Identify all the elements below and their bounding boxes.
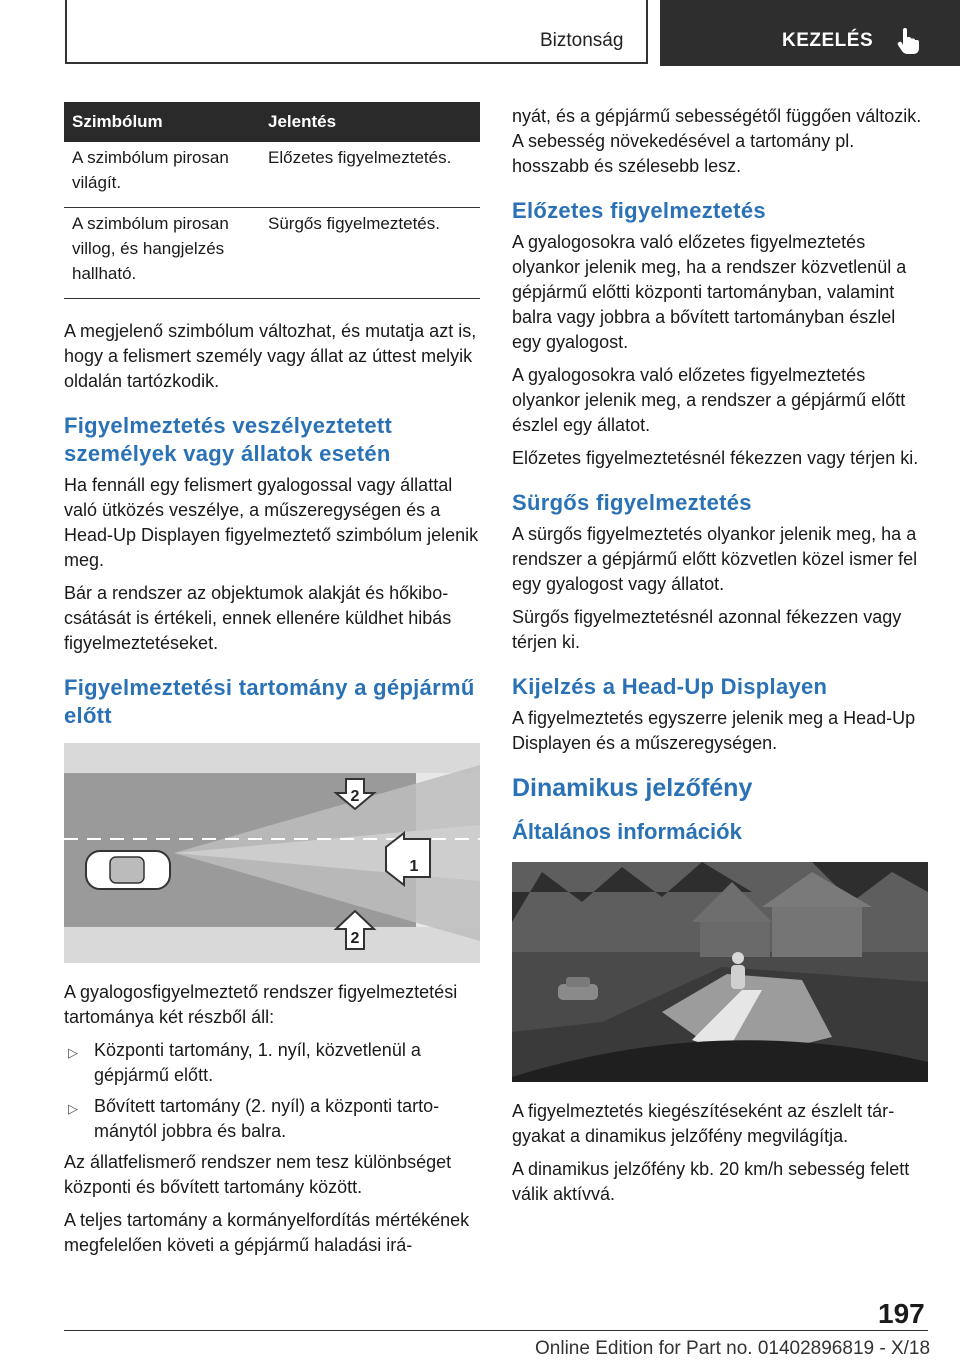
paragraph: A gyalogosokra való előzetes figyelmeztetés olyankor jelenik meg, a rendszer a gépjármű előtt észlel egy állatot. [512, 365, 906, 435]
heading-warning-range: Figyelmeztetési tartomány a gépjármű előtt [64, 675, 475, 728]
table-cell-meaning: Sürgős figyelmeztetés. [260, 208, 480, 299]
table-row [64, 142, 480, 208]
right-column [512, 104, 928, 1215]
list-item [64, 1094, 480, 1144]
list-item-text: Bővített tartomány (2. nyíl) a központi tartománytól jobbra és balra. [94, 1096, 440, 1141]
table-cell-meaning: Előzetes figyelmeztetés. [260, 142, 480, 208]
car-icon [86, 851, 170, 889]
paragraph: Sürgős figyelmeztetésnél azonnal fékezzen vagy térjen ki. [512, 607, 902, 652]
pedestrian-figure [731, 952, 745, 989]
heading-dynamic-light: Dinamikus jelzőfény [512, 774, 753, 802]
paragraph: A gyalogosfigyelmeztető rendszer figyelmeztetési tartománya két részből áll: [64, 982, 458, 1027]
triangle-bullet-icon: ▷ [68, 1045, 78, 1060]
paragraph: A figyelmeztetés egyszerre jelenik meg a Head-Up Displayen és a műszeregységen. [512, 708, 916, 753]
heading-urgent-warning: Sürgős figyelmeztetés [512, 490, 752, 515]
hand-pointer-icon [894, 26, 924, 56]
paragraph: A figyelmeztetés kiegészítéseként az észlelt tárgyakat a dinamikus jelzőfény megvilágítja. [512, 1101, 895, 1146]
heading-general-info: Általános információk [512, 819, 742, 844]
table-header-symbol: Szimbólum [64, 102, 260, 142]
list-item-text: Központi tartomány, 1. nyíl, közvetlenül a gépjármű előtt. [94, 1040, 421, 1085]
arrow-label-top: 2 [350, 788, 360, 805]
left-column [64, 102, 480, 1266]
footer-divider [64, 1330, 928, 1331]
triangle-bullet-icon: ▷ [68, 1101, 78, 1116]
paragraph: A megjelenő szimbólum változhat, és mutatja azt is, hogy a felismert személy vagy állat az úttest melyik oldalán tartózkodik. [64, 321, 477, 391]
table-header-meaning: Jelentés [260, 102, 480, 142]
list-item [64, 1038, 480, 1088]
night-road-image [512, 862, 928, 1082]
paragraph: Ha fennáll egy felismert gyalogossal vagy állattal való ütközés veszélye, a műszeregységen és a Head-Up Displayen figyelmeztető szimbólum jelenik meg. [64, 475, 479, 570]
header-section: Biztonság [540, 30, 624, 51]
paragraph: A sürgős figyelmeztetés olyankor jelenik meg, ha a rendszer a gépjármű előtt közvetlen közel ismer fel egy gyalogost vagy állatot. [512, 524, 918, 594]
heading-hud-display: Kijelzés a Head-Up Displayen [512, 674, 828, 699]
table-row [64, 208, 480, 299]
footer-edition-text: Online Edition for Part no. 01402896819 - X/18 [535, 1338, 931, 1359]
paragraph: Az állatfelismerő rendszer nem tesz különbséget központi és bővített tartomány között. [64, 1152, 452, 1197]
paragraph: Előzetes figyelmeztetésnél fékezzen vagy térjen ki. [512, 448, 919, 468]
table-cell-symbol: A szimbólum pirosan világít. [64, 142, 260, 208]
warning-range-diagram [64, 743, 480, 963]
paragraph: A dinamikus jelzőfény kb. 20 km/h sebesség felett válik aktívvá. [512, 1159, 910, 1204]
header-chapter-label: KEZELÉS [782, 30, 874, 51]
page-number: 197 [878, 1298, 925, 1329]
heading-pre-warning: Előzetes figyelmeztetés [512, 198, 766, 223]
arrow-label-middle: 1 [409, 858, 419, 875]
arrow-label-bottom: 2 [350, 930, 360, 947]
paragraph: nyát, és a gépjármű sebességétől függően változik. A sebesség növekedésével a tartomány pl. hosszabb és szélesebb lesz. [512, 106, 922, 176]
heading-danger-warning: Figyelmeztetés veszélyeztetett személyek vagy állatok esetén [64, 413, 393, 466]
symbol-table [64, 102, 480, 299]
table-cell-symbol: A szimbólum pirosan villog, és hangjelzés hallható. [64, 208, 260, 299]
paragraph: Bár a rendszer az objektumok alakját és hőkibocsátását is értékeli, ennek ellenére küldhet hibás figyelmeztetéseket. [64, 583, 452, 653]
header-chapter-tab[interactable] [660, 0, 960, 66]
paragraph: A teljes tartomány a kormányelfordítás mértékének megfelelően követi a gépjármű haladási irá- [64, 1210, 470, 1255]
arrow-1-middle [386, 833, 430, 885]
paragraph: A gyalogosokra való előzetes figyelmeztetés olyankor jelenik meg, ha a rendszer közvetlenül a gépjármű előtti központi tartományban, valamint balra vagy jobbra a bővített tartományban észlel egy gyalogost. [512, 232, 907, 352]
